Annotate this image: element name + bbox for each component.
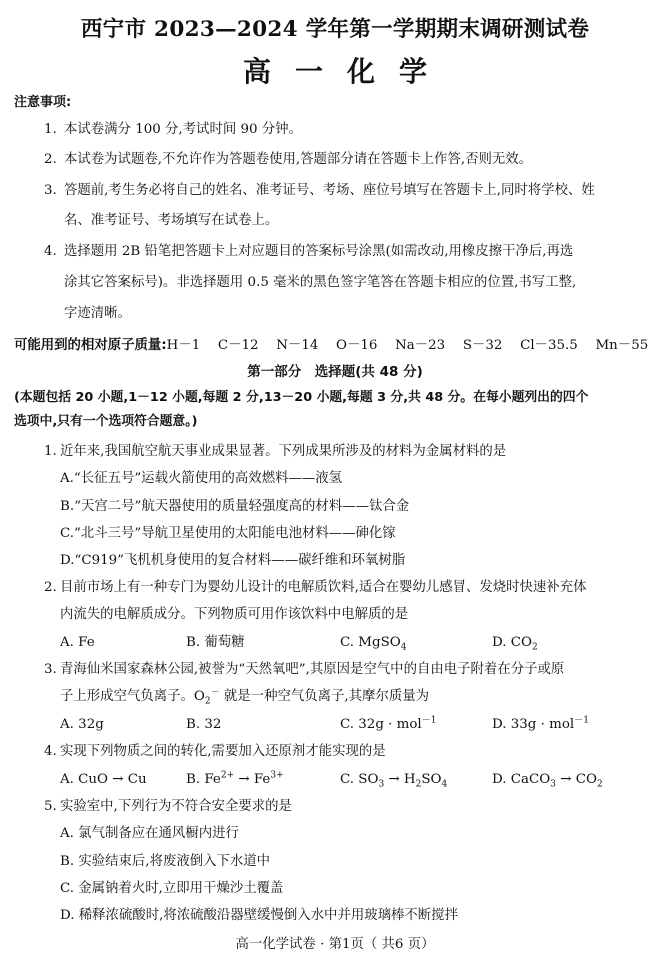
- q4-option-a: A. CuO → Cu: [60, 772, 147, 787]
- section-desc-line-2: 选项中,只有一个选项符合题意。): [14, 414, 198, 429]
- notice-item-4-line-3: 字迹清晰。: [64, 306, 131, 321]
- exam-title: 西宁市 2023—2024 学年第一学期期末调研测试卷: [80, 17, 590, 42]
- notice-item-4-line-1: 选择题用 2B 铅笔把答题卡上对应题目的答案标号涂黑(如需改动,用橡皮擦干净后,再选: [64, 244, 574, 259]
- q5-option-a: A. 氯气制备应在通风橱内进行: [60, 826, 239, 841]
- q1-option-d: D.“C919”飞机机身使用的复合材料——碳纤维和环氧树脂: [60, 553, 406, 568]
- page-footer: 高一化学试卷 · 第1页（ 共6 页）: [235, 937, 435, 952]
- q2-option-a: A. Fe: [60, 635, 95, 650]
- subject-title: 高一化学: [242, 55, 451, 88]
- q1-stem: 近年来,我国航空航天事业成果显著。下列成果所涉及的材料为金属材料的是: [60, 444, 507, 459]
- q2-option-d: D. $CO_2$: [492, 635, 538, 653]
- q1-number: 1.: [44, 444, 57, 459]
- q1-option-c: C.“北斗三号”导航卫星使用的太阳能电池材料——砷化镓: [60, 526, 396, 541]
- atomic-mass-label: 可能用到的相对原子质量:: [14, 338, 167, 353]
- q4-option-c: C. $SO_3 \to H_2SO_4$: [340, 772, 448, 790]
- q3-option-c: C. 32g · mol$^{-1}$: [340, 715, 437, 732]
- q2-option-b: B. 葡萄糖: [186, 635, 245, 650]
- notice-item-2: 本试卷为试题卷,不允许作为答题卷使用,答题部分请在答题卡上作答,否则无效。: [64, 152, 533, 167]
- q4-option-d: D. CaCO$_3$ → $CO_2$: [492, 772, 603, 790]
- q3-option-a: A. 32g: [60, 717, 104, 732]
- q1-option-a: A.“长征五号”运载火箭使用的高效燃料——液氢: [60, 471, 343, 486]
- notice-num-3: 3.: [44, 183, 57, 198]
- q2-number: 2.: [44, 580, 57, 595]
- q5-stem: 实验室中,下列行为不符合安全要求的是: [60, 799, 292, 814]
- q2-stem-line-2: 内流失的电解质成分。下列物质可用作该饮料中电解质的是: [60, 607, 409, 622]
- atomic-mass-row: [14, 336, 648, 356]
- q2-stem-line-1: 目前市场上有一种专门为婴幼儿设计的电解质饮料,适合在婴幼儿感冒、发烧时快速补充体: [60, 580, 587, 595]
- q2-option-c: C. MgSO$_4$: [340, 635, 407, 653]
- q5-number: 5.: [44, 799, 57, 814]
- q1-option-b: B.“天宫二号”航天器使用的质量轻强度高的材料——钛合金: [60, 499, 410, 514]
- notice-item-3-line-1: 答题前,考生务必将自己的姓名、准考证号、考场、座位号填写在答题卡上,同时将学校、姓: [64, 183, 595, 198]
- notice-heading: 注意事项:: [14, 95, 72, 110]
- section-desc-line-1: (本题包括 20 小题,1－12 小题,每题 2 分,13－20 小题,每题 3 分,共 48 分。在每小题列出的四个: [14, 390, 589, 405]
- notice-num-2: 2.: [44, 152, 57, 167]
- notice-item-4-line-2: 涂其它答案标号)。非选择题用 0.5 毫米的黑色签字笔答在答题卡相应的位置,书写工整,: [64, 275, 577, 290]
- q4-number: 4.: [44, 744, 57, 759]
- q3-option-b: B. 32: [186, 717, 222, 732]
- atomic-mass-values: H－1 C－12 N－14 O－16 Na－23 S－32 Cl－35.5 Mn－55: [166, 338, 649, 353]
- q3-stem-line-1: 青海仙米国家森林公园,被誉为“天然氧吧”,其原因是空气中的自由电子附着在分子或原: [60, 662, 565, 677]
- q3-number: 3.: [44, 662, 57, 677]
- q5-option-c: C. 金属钠着火时,立即用干燥沙土覆盖: [60, 881, 284, 896]
- q3-stem-line-2: 子上形成空气负离子。$O_2^-$ 就是一种空气负离子,其摩尔质量为: [60, 687, 430, 707]
- q5-option-b: B. 实验结束后,将废液倒入下水道中: [60, 854, 271, 869]
- section-title: 第一部分 选择题(共 48 分): [247, 364, 423, 380]
- notice-item-1: 本试卷满分 100 分,考试时间 90 分钟。: [64, 122, 302, 137]
- notice-num-1: 1.: [44, 122, 57, 137]
- q4-option-b: B. $Fe^{2+} \to Fe^{3+}$: [186, 770, 284, 787]
- notice-num-4: 4.: [44, 244, 57, 259]
- q3-option-d: D. 33g · mol$^{-1}$: [492, 715, 589, 732]
- q5-option-d: D. 稀释浓硫酸时,将浓硫酸沿器壁缓慢倒入水中并用玻璃棒不断搅拌: [60, 908, 458, 923]
- notice-item-3-line-2: 名、准考证号、考场填写在试卷上。: [64, 213, 279, 228]
- q4-stem: 实现下列物质之间的转化,需要加入还原剂才能实现的是: [60, 744, 386, 759]
